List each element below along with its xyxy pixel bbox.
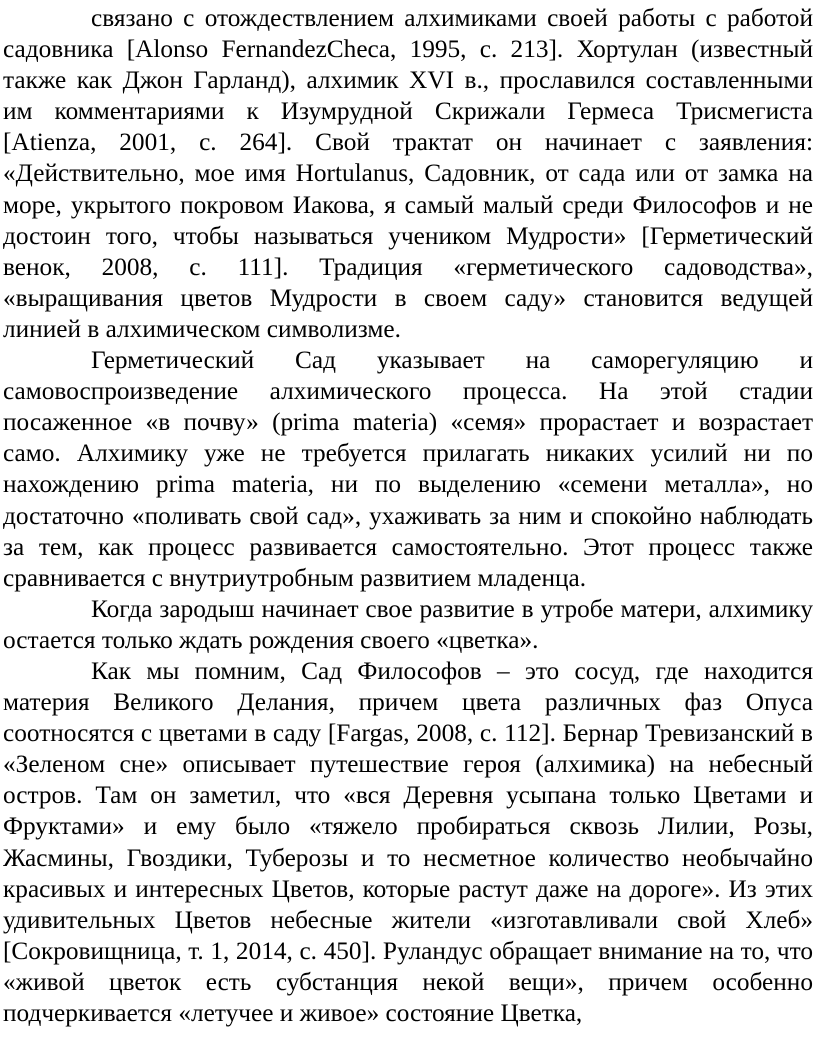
- paragraph-hermetic-garden: Герметический Сад указывает на саморегуляцию и самовоспроизведение алхимического процесса. На этой стадии посаженное «в почву» (prima materia) «семя» прорастает и возрастает само. Алхимику уже не требуется прилагать никаких усилий ни по нахождению prima materia, ни по выделению «семени металла», но достаточно «поливать свой сад», ухаживать за ним и спокойно наблюдать за тем, как процесс развивается самостоятельно. Этот процесс также сравнивается с внутриутробным развитием младенца.: [3, 346, 813, 592]
- paragraph-hortulanus: связано с отождествлением алхимиками своей работы с работой садовника [Alonso FernandezCheca, 1995, с. 213]. Хортулан (известный также как Джон Гарланд), алхимик XVI в., прославился составленными им комментариями к Изумрудной Скрижали Гермеса Трисмегиста [Atienza, 2001, с. 264]. Свой трактат он начинает с заявления: «Действительно, мое имя Hortulanus, Садовник, от сада или от замка на море, укрытого покровом Иакова, я самый малый среди Философов и не достоин того, чтобы называться учеником Мудрости» [Герметический венок, 2008, с. 111]. Традиция «герметического садоводства», «выращивания цветов Мудрости в своем саду» становится ведущей линией в алхимическом символизме.: [3, 4, 813, 343]
- paragraph-embryo: Когда зародыш начинает свое развитие в утробе матери, алхимику остается только ждать рождения своего «цветка».: [3, 594, 813, 654]
- paragraph-garden-of-philosophers: Как мы помним, Сад Философов – это сосуд, где находится материя Великого Делания, причем цвета различных фаз Опуса соотносятся с цветами в саду [Fargas, 2008, с. 112]. Бернар Тревизанский в «Зеленом сне» описывает путешествие героя (алхимика) на небесный остров. Там он заметил, что «вся Деревня усыпана только Цветами и Фруктами» и ему было «тяжело пробираться сквозь Лилии, Розы, Жасмины, Гвоздики, Туберозы и то несметное количество необычайно красивых и интересных Цветов, которые растут даже на дороге». Из этих удивительных Цветов небесные жители «изготавливали свой Хлеб» [Сокровищница, т. 1, 2014, с. 450]. Руландус обращает внимание на то, что «живой цветок есть субстанция некой вещи», причем особенно подчеркивается «летучее и живое» состояние Цветка,: [3, 656, 813, 1027]
